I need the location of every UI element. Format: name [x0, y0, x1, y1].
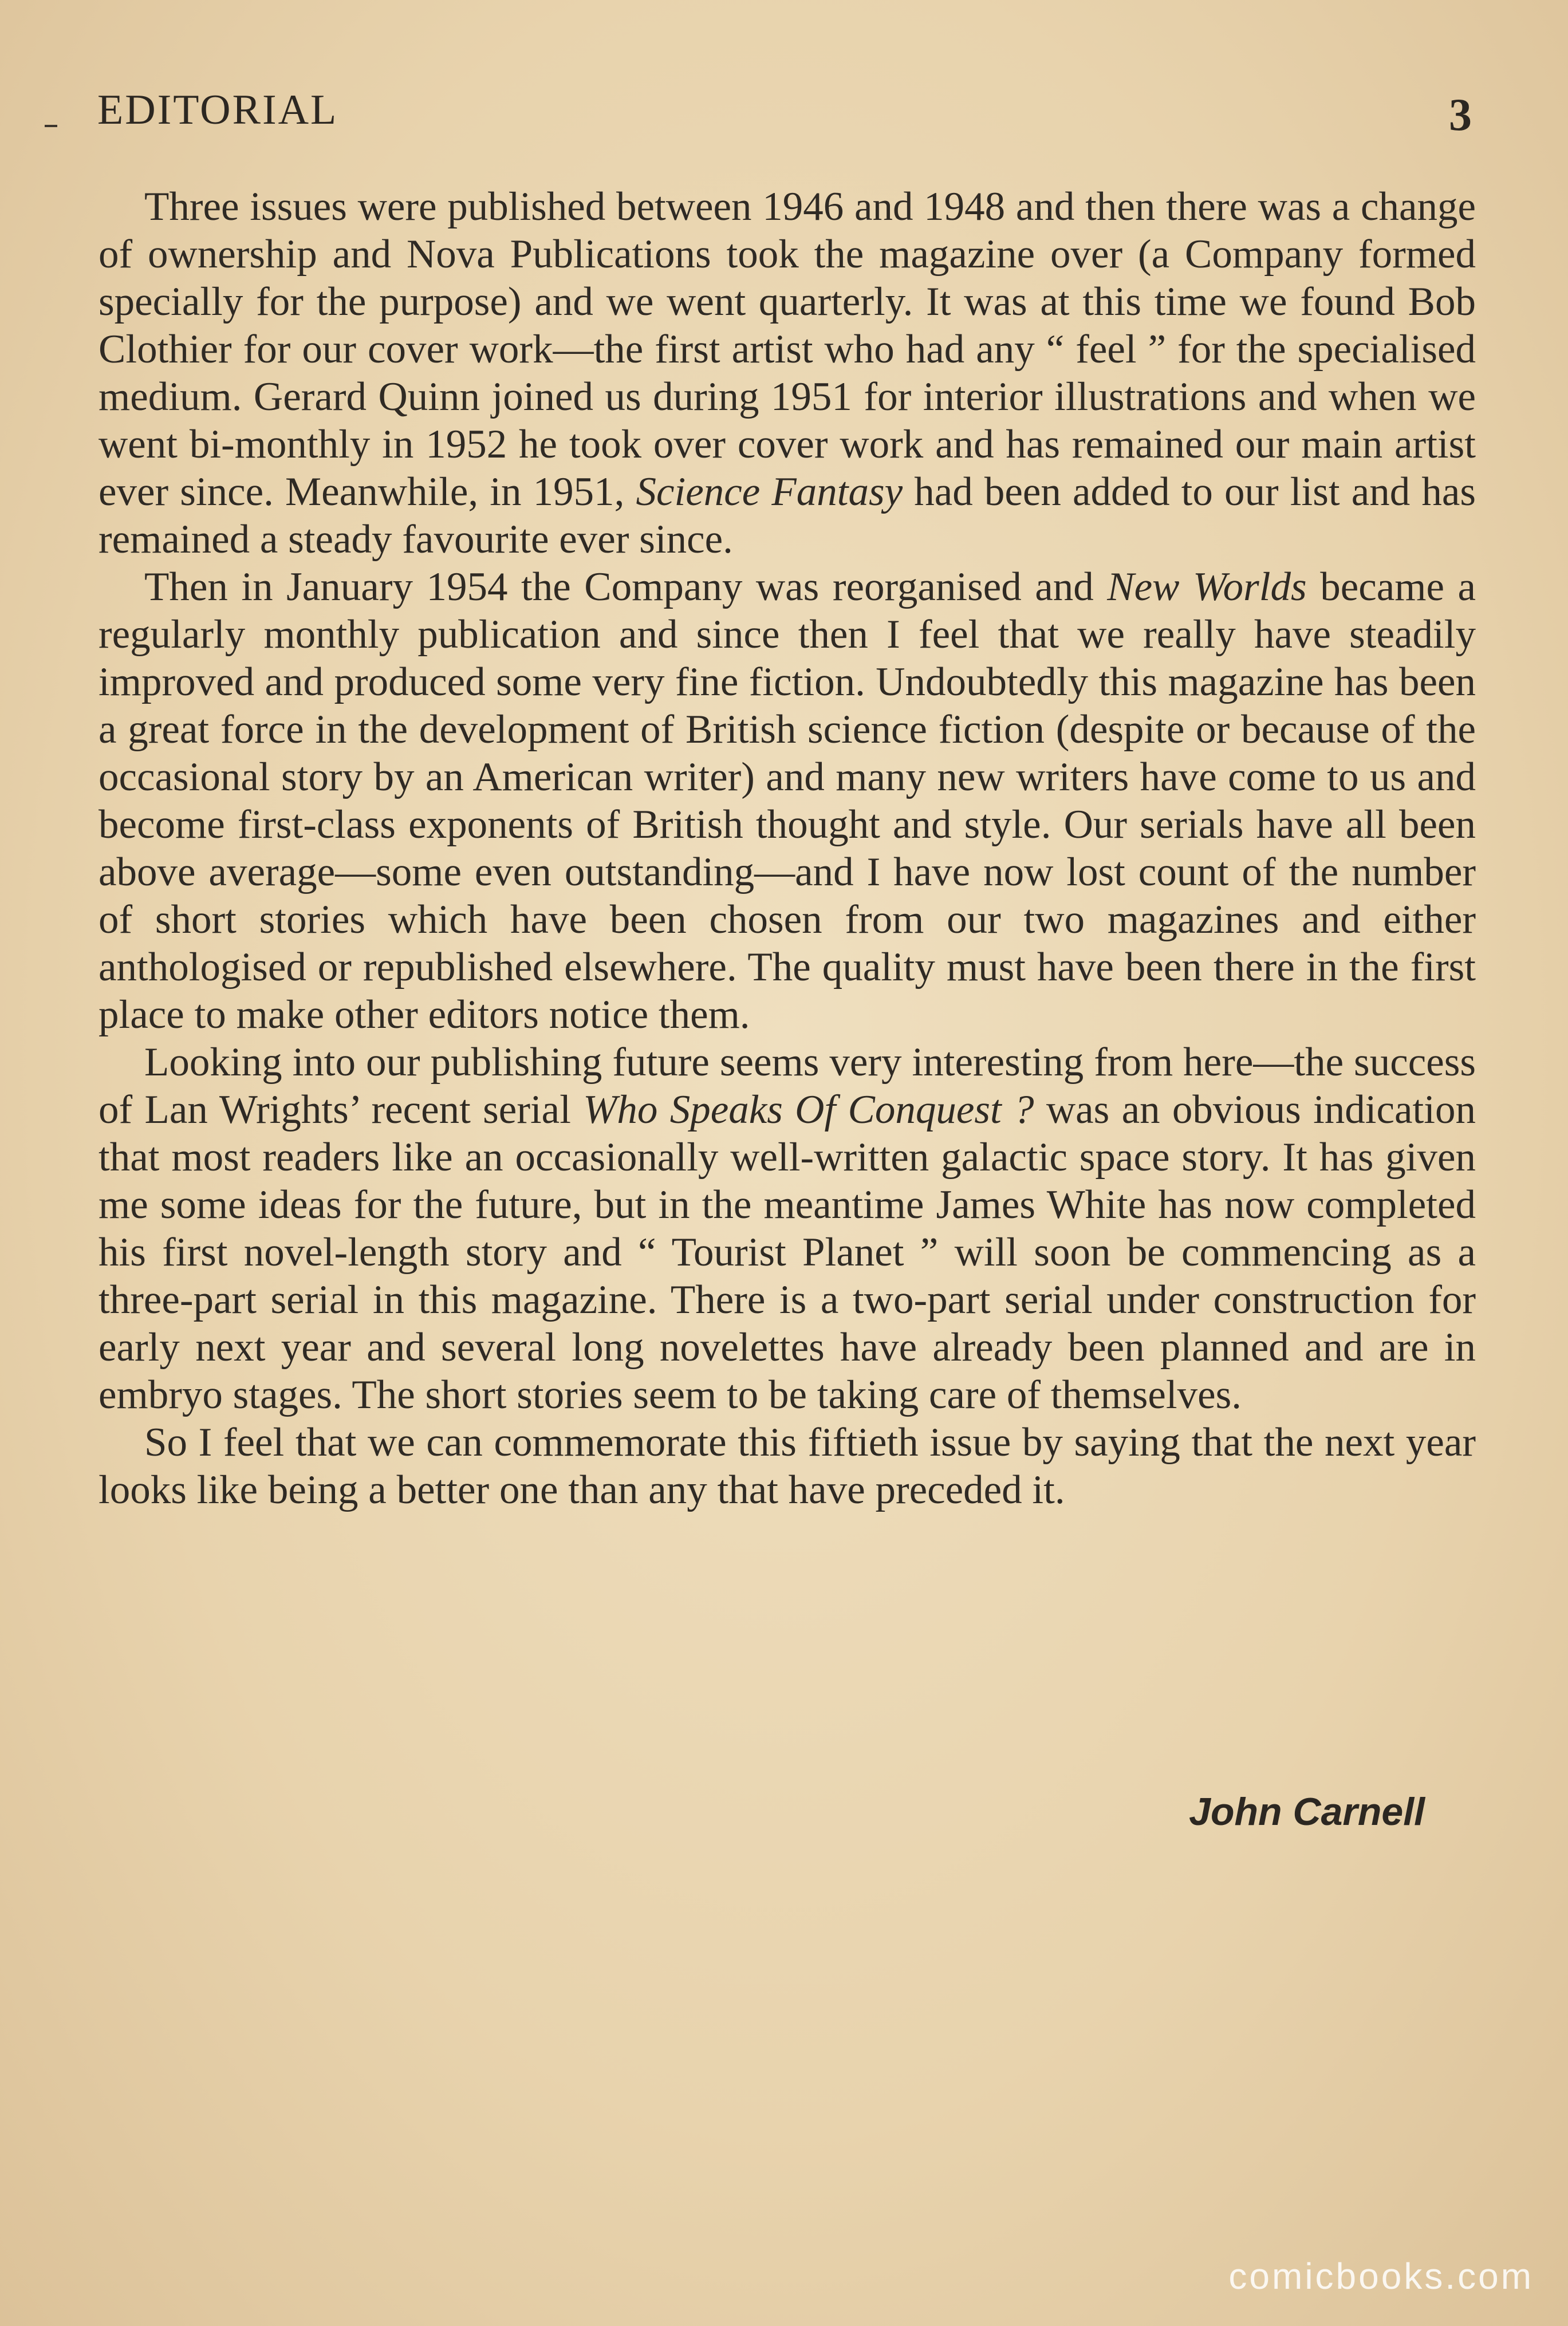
paragraph	[99, 563, 1476, 1039]
italic-title-text: Science Fantasy	[636, 470, 903, 514]
editorial-body	[99, 183, 1476, 1514]
margin-mark	[45, 125, 57, 127]
paragraph-text: Three issues were published between 1946 and 1948 and then there was a change of ownership and Nova Publications took the magazine over (a Company formed specially for the purpose) and we went quarterly. It was at this time we found Bob Clothier for our cover work—the first artist who had any “ feel ” for the specialised medium. Gerard Quinn joined us during 1951 for interior illustrations and when we went bi-monthly in 1952 he took over cover work and has remained our main artist ever since. Meanwhile, in 1951,	[99, 184, 1476, 514]
paragraph-text: Then in January 1954 the Company was reorganised and	[144, 565, 1108, 609]
paragraph-text: became a regularly monthly publication and since then I feel that we really have steadily improved and produced some very fine fiction. Undoubtedly this magazine has been a great force in the development of British science fiction (despite or because of the occasional story by an American writer) and many new writers have come to us and become first-class exponents of British thought and style. Our serials have all been above average—some even outstanding—and I have now lost count of the number of short stories which have been chosen from our two magazines and either anthologised or republished elsewhere. The quality must have been there in the first place to make other editors notice them.	[99, 565, 1476, 1037]
watermark: comicbooks.com	[1228, 2256, 1534, 2297]
paragraph-text: had been added to our list and has remained a steady favourite ever since.	[99, 470, 1476, 562]
page-number: 3	[1449, 90, 1472, 140]
paragraph	[99, 1039, 1476, 1419]
editor-signature: John Carnell	[1189, 1790, 1425, 1834]
paragraph	[99, 183, 1476, 563]
paragraph	[99, 1419, 1476, 1514]
italic-title-text: Who Speaks Of Conquest ?	[583, 1087, 1034, 1132]
section-title: EDITORIAL	[97, 86, 338, 133]
paragraph-text: So I feel that we can commemorate this fiftieth issue by saying that the next year looks like being a better one than any that have preceded it.	[99, 1420, 1476, 1512]
running-head	[97, 86, 1472, 149]
paragraph-text: was an obvious indication that most readers like an occasionally well-written galactic space story. It has given me some ideas for the future, but in the meantime James White has now completed his first novel-length story and “ Tourist Planet ” will soon be commencing as a three-part serial in this magazine. There is a two-part serial under construction for early next year and several long novelettes have already been planned and are in embryo stages. The short stories seem to be taking care of themselves.	[99, 1087, 1476, 1417]
paragraph-text: Looking into our publishing future seems very interesting from here—the success of Lan Wrights’ recent serial	[99, 1040, 1476, 1132]
italic-title-text: New Worlds	[1107, 565, 1307, 609]
